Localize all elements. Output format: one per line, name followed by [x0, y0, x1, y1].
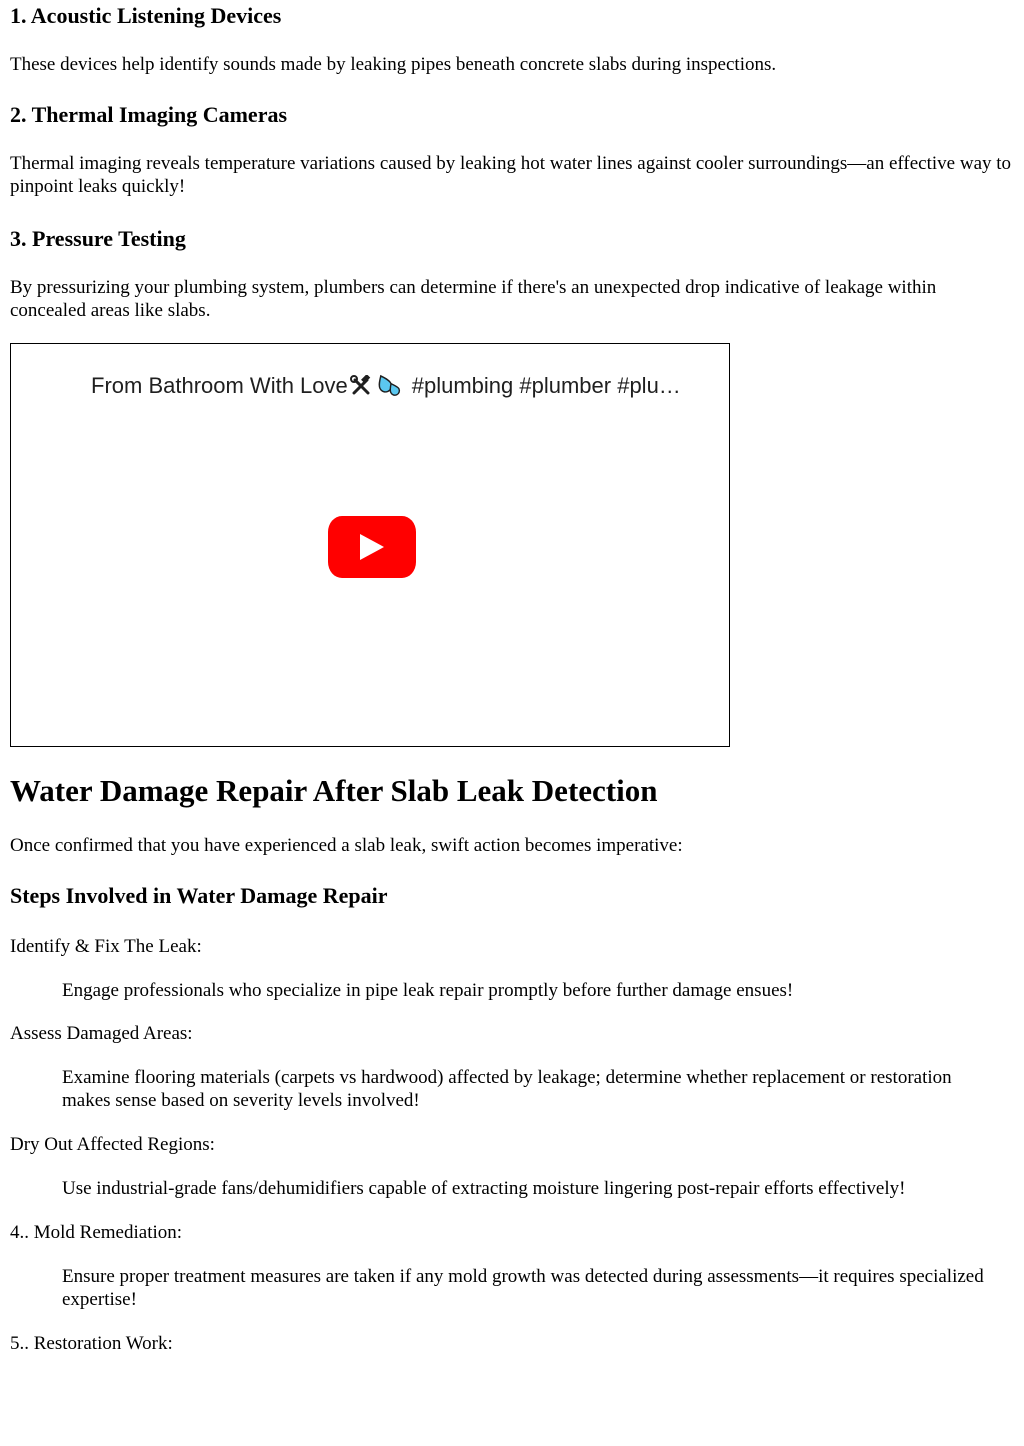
step-term: 4.. Mold Remediation:	[10, 1222, 183, 1243]
subheading-repair-steps: Steps Involved in Water Damage Repair	[10, 883, 388, 908]
step-description: Engage professionals who specialize in pipe leak repair promptly before further damage ensues!	[62, 980, 794, 1001]
video-title-text-start: From Bathroom With Love	[91, 373, 348, 398]
embedded-video-player[interactable]	[10, 343, 730, 747]
step-term: 5.. Restoration Work:	[10, 1333, 173, 1354]
paragraph-acoustic-devices: These devices help identify sounds made by leaking pipes beneath concrete slabs during inspections.	[10, 54, 777, 75]
heading-pressure-testing: 3. Pressure Testing	[10, 226, 186, 251]
step-term: Dry Out Affected Regions:	[10, 1134, 215, 1155]
paragraph-repair-intro: Once confirmed that you have experienced a slab leak, swift action becomes imperative:	[10, 835, 683, 856]
step-term: Identify & Fix The Leak:	[10, 936, 202, 957]
section-heading-water-damage: Water Damage Repair After Slab Leak Detection	[10, 773, 658, 808]
paragraph-thermal-cameras: Thermal imaging reveals temperature variations caused by leaking hot water lines against cooler surroundings—an effective way to pinpoint leaks quickly!	[10, 153, 1012, 197]
video-title-text-end: #plumbing #plumber #plu…	[411, 373, 681, 398]
step-description: Examine flooring materials (carpets vs hardwood) affected by leakage; determine whether replacement or restoration makes sense based on severity levels involved!	[62, 1067, 952, 1111]
heading-acoustic-devices: 1. Acoustic Listening Devices	[10, 3, 282, 28]
step-description: Use industrial-grade fans/dehumidifiers capable of extracting moisture lingering post-repair efforts effectively!	[62, 1178, 906, 1199]
video-title[interactable]	[91, 372, 681, 400]
hammer-wrench-icon	[350, 375, 372, 397]
water-droplets-icon	[376, 373, 402, 399]
heading-thermal-cameras: 2. Thermal Imaging Cameras	[10, 102, 288, 127]
play-button[interactable]	[328, 516, 416, 578]
paragraph-pressure-testing: By pressurizing your plumbing system, plumbers can determine if there's an unexpected drop indicative of leakage within concealed areas like slabs.	[10, 277, 937, 321]
step-description: Ensure proper treatment measures are taken if any mold growth was detected during assessments—it requires specialized expertise!	[62, 1266, 984, 1310]
step-term: Assess Damaged Areas:	[10, 1023, 193, 1044]
play-icon	[360, 534, 384, 560]
